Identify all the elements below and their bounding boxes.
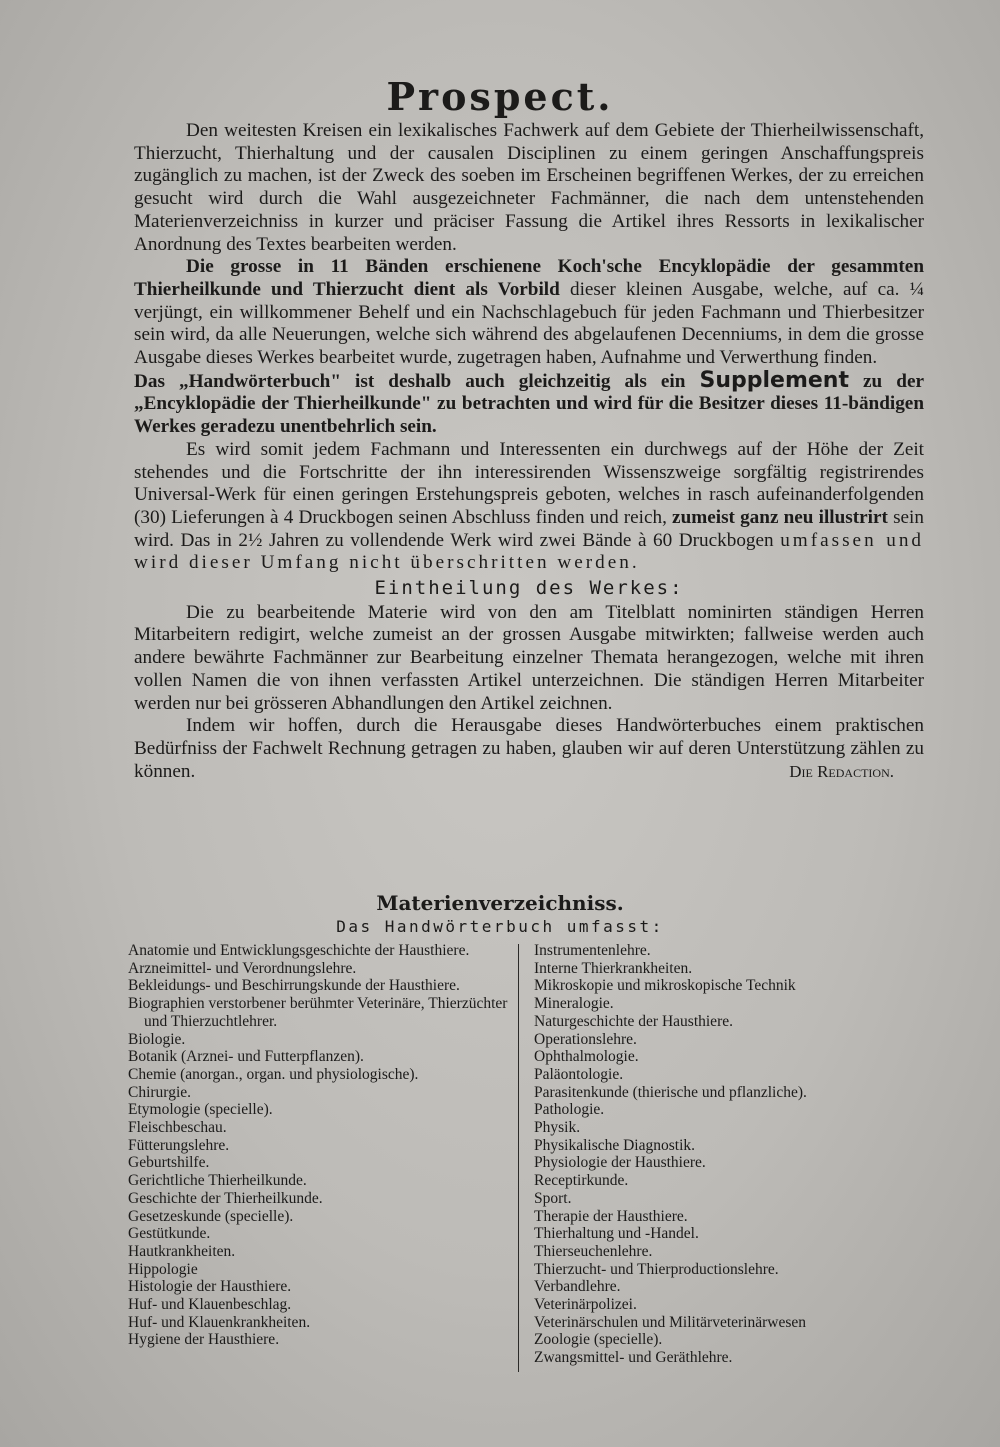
list-item: Gestütkunde. [128,1225,211,1243]
page-title: Prospect. [386,74,614,119]
list-item: Chirurgie. [128,1083,191,1101]
list-item: Thierseuchenlehre. [534,1242,653,1260]
list-item: Physik. [534,1119,581,1137]
list-item: Bekleidungs- und Beschirrungskunde der Hausthiere. [128,977,460,995]
materien-right-column [534,942,924,1367]
list-item: Physiologie der Hausthiere. [534,1154,706,1172]
list-item: Operationslehre. [534,1030,637,1048]
list-item: Biologie. [128,1030,186,1048]
list-item: Fleischbeschau. [128,1119,227,1137]
list-item: Geschichte der Thierheilkunde. [128,1189,323,1207]
list-item: Gerichtliche Thierheilkunde. [128,1172,307,1190]
paragraph-2-rest: dieser kleinen Ausgabe, welche, auf ca. ¼ verjüngt, ein willkommener Behelf und ein Nachschlagebuch für jeden Fachmann und Thierbesitzer sein wird, da alle Neuerungen, welche sich während des abgelaufenen Decenniums, in dem die grosse Ausgabe dieses Werkes bearbeitet wurde, zugetragen haben, Aufnahme und Verwerthung finden. [134,278,924,369]
list-item: Biographien verstorbener berühmter Veterinäre, Thierzüchter und Thierzuchtlehrer. [128,995,508,1030]
list-item: Hautkrankheiten. [128,1242,236,1260]
list-item: Receptirkunde. [534,1172,629,1190]
list-item: Hippologie [128,1260,198,1278]
paragraph-2 [134,256,924,370]
list-item: Botanik (Arznei- und Futterpflanzen). [128,1048,364,1066]
list-item: Arzneimittel- und Verordnungslehre. [128,959,357,977]
paragraph-3-tail: zu der „Encyklopädie der Thierheilkunde" zu betrachten und wird für die Besitzer dieses 11-bändigen Werkes geradezu unentbehrlich sein. [134,370,924,438]
list-item: Sport. [534,1189,572,1207]
list-item: Histologie der Hausthiere. [128,1278,292,1296]
paragraph-3 [134,367,924,439]
list-item: Hygiene der Hausthiere. [128,1331,280,1349]
materien-heading: Materienverzeichniss. [376,891,624,915]
list-item: Veterinärschulen und Militärveterinärwesen [534,1313,807,1331]
paragraph-3-lead: Das „Handwörterbuch" ist deshalb auch gleichzeitig als ein [134,370,700,392]
list-item: Zwangsmittel- und Geräthlehre. [534,1349,733,1367]
list-item: Parasitenkunde (thierische und pflanzliche). [534,1083,807,1101]
list-item: Geburtshilfe. [128,1154,210,1172]
list-item: Therapie der Hausthiere. [534,1207,688,1225]
paragraph-4-spaced: umfassen und wird dieser Umfang nicht überschritten werden. [134,529,925,574]
column-divider [518,944,519,1372]
list-item: Thierhaltung und -Handel. [534,1225,699,1243]
list-item: Physikalische Diagnostik. [534,1136,696,1154]
prospect-body [134,120,924,784]
list-item: Veterinärpolizei. [534,1296,637,1314]
materien-left-column [128,942,512,1349]
paragraph-6: Indem wir hoffen, durch die Herausgabe dieses Handwörterbuches einem praktischen Bedürfniss der Fachwelt Rechnung getragen zu haben, glauben wir auf deren Unterstützung zählen zu können. [134,715,924,782]
paragraph-4 [134,439,924,575]
list-item: Chemie (anorgan., organ. und physiologische). [128,1065,419,1083]
list-item: Ophthalmologie. [534,1048,639,1066]
section-heading: Eintheilung des Werkes: [374,577,684,600]
list-item: Fütterungslehre. [128,1136,230,1154]
paragraph-1: Den weitesten Kreisen ein lexikalisches Fachwerk auf dem Gebiete der Thierheilwissenschaft, Thierzucht, Thierhaltung und der causalen Disciplinen zu einem geringen Anschaffungspreis zugänglich zu machen, ist der Zweck des soeben im Erscheinen begriffenen Werkes, der zu erreichen gesucht wird durch die Wahl ausgezeichneter Fachmänner, die nach dem untenstehenden Materienverzeichniss in kurzer und präciser Fassung die Artikel ihres Ressorts in lexikalischer Anordnung des Textes bearbeiten werden. [134,120,924,255]
list-item: Thierzucht- und Thierproductionslehre. [534,1260,779,1278]
list-item: Etymologie (specielle). [128,1101,273,1119]
signature: Die Redaction. [789,762,894,782]
list-item: Huf- und Klauenkrankheiten. [128,1313,311,1331]
paragraph-4-mid: sein wird. Das in 2½ Jahren zu vollendende Werk wird zwei Bände à 60 Druckbogen [134,506,924,551]
list-item: Pathologie. [534,1101,605,1119]
materien-subheading: Das Handwörterbuch umfasst: [336,917,664,936]
supplement-word: Supplement [699,367,849,393]
paragraph-5: Die zu bearbeitende Materie wird von den am Titelblatt nominirten ständigen Herren Mitarbeitern redigirt, welche zumeist an der grossen Ausgabe mitwirkten; fallweise werden auch andere bewährte Fachmänner zur Bearbeitung einzelner Themata herangezogen, welche mit ihren vollen Namen die von ihnen verfassten Artikel unterzeichnen. Die ständigen Herren Mitarbeiter werden nur bei grösseren Abhandlungen den Artikel zeichnen. [134,601,924,714]
list-item: Anatomie und Entwicklungsgeschichte der Hausthiere. [128,942,470,959]
list-item: Mineralogie. [534,995,614,1013]
paragraph-4-lead: Es wird somit jedem Fachmann und Interessenten ein durchwegs auf der Höhe der Zeit stehendes und die Fortschritte der ihn interessirenden Wissenszweige sorgfältig registrirendes Universal-Werk für einen geringen Erstehungspreis geboten, welches in rasch aufeinanderfolgenden (30) Lieferungen à 4 Druckbogen seinen Abschluss finden und reich, [134,438,924,528]
list-item: Mikroskopie und mikroskopische Technik [534,977,796,995]
list-item: Naturgeschichte der Hausthiere. [534,1012,733,1030]
paragraph-4-bold: zumeist ganz neu illustrirt [672,506,888,528]
list-item: Zoologie (specielle). [534,1331,663,1349]
list-item: Interne Thierkrankheiten. [534,959,693,977]
list-item: Verbandlehre. [534,1278,621,1296]
list-item: Instrumentenlehre. [534,942,651,959]
list-item: Gesetzeskunde (specielle). [128,1207,294,1225]
list-item: Huf- und Klauenbeschlag. [128,1296,292,1314]
paragraph-2-bold: Die grosse in 11 Bänden erschienene Koch'sche Encyklopädie der gesammten Thierheilkunde und Thierzucht dient als Vorbild [134,256,924,300]
list-item: Paläontologie. [534,1065,624,1083]
